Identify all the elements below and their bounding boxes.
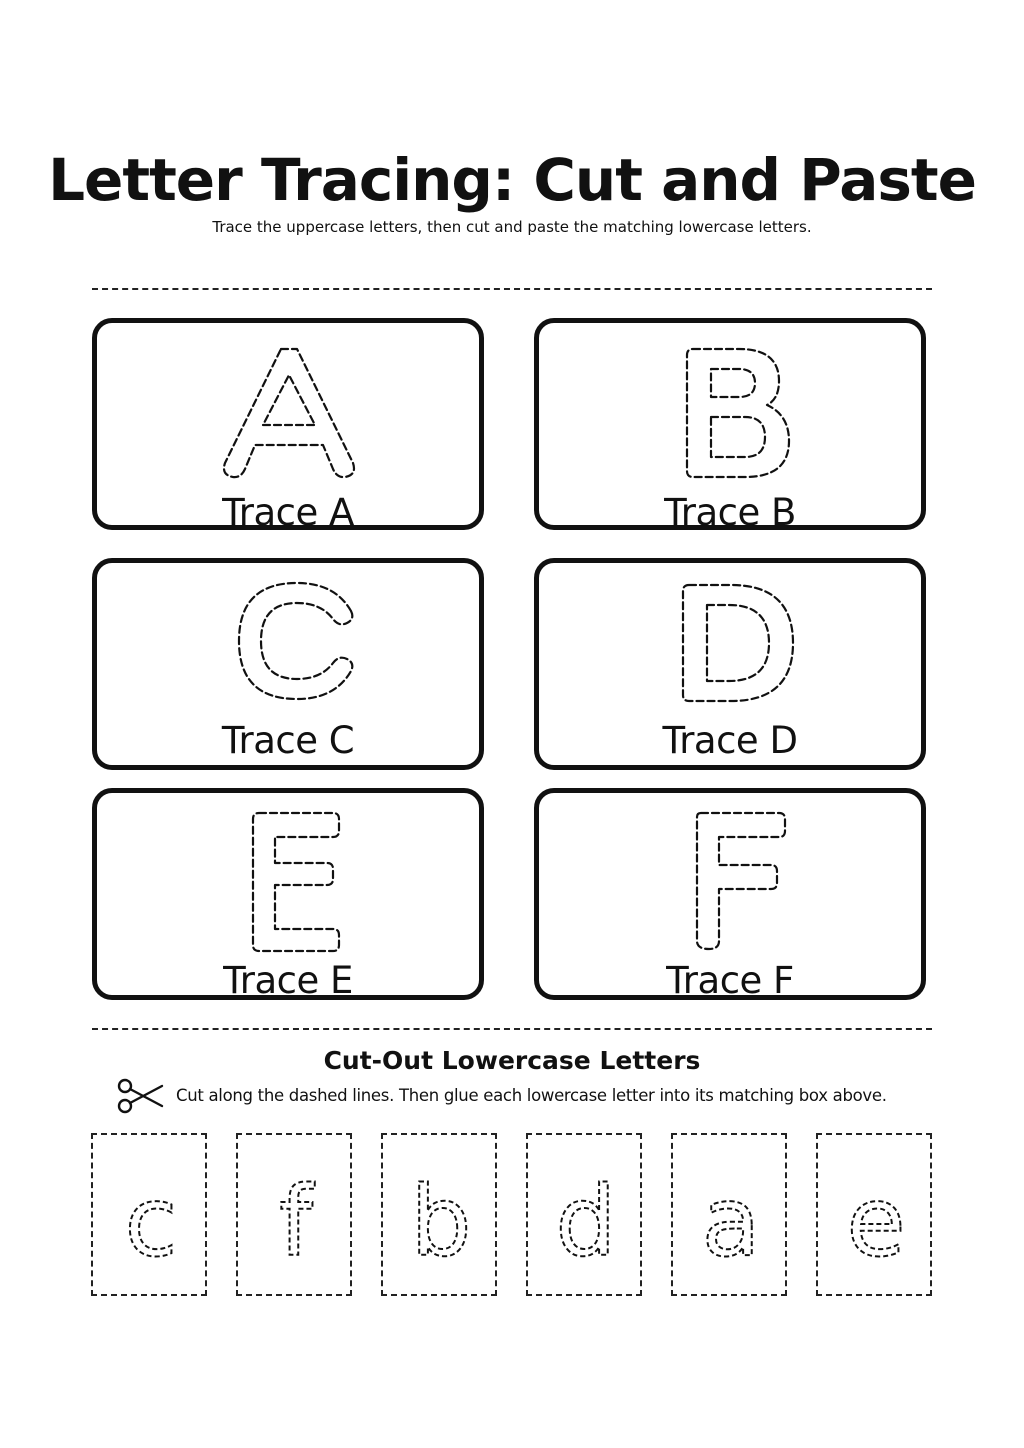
trace-card-e [92,788,484,1000]
trace-card-a [92,318,484,534]
cutout-instruction [116,1078,936,1114]
cutout-card-f[interactable] [236,1133,352,1296]
page-subtitle: Trace the uppercase letters, then cut and paste the matching lowercase letters. [212,218,812,236]
trace-card-c [92,558,484,770]
cutout-instruction-text: Cut along the dashed lines. Then glue each lowercase letter into its matching box above. [176,1086,887,1105]
trace-label-f: Trace F [666,959,794,1002]
svg-text:a: a [701,1166,761,1278]
lowercase-e-outline [818,1135,934,1298]
cutout-section-title: Cut-Out Lowercase Letters [323,1046,701,1075]
svg-text:f: f [279,1166,313,1278]
cutout-card-d[interactable] [526,1133,642,1296]
page-title: Letter Tracing: Cut and Paste [48,146,976,214]
lowercase-d-outline [528,1135,644,1298]
trace-card-d [534,558,926,770]
cutout-card-e[interactable] [816,1133,932,1296]
cutout-card-c[interactable] [91,1133,207,1296]
scissors-icon [116,1078,166,1114]
svg-text:d: d [555,1166,617,1278]
cutout-card-b[interactable] [381,1133,497,1296]
trace-card-b [534,318,926,534]
svg-text:c: c [124,1166,178,1278]
trace-label-c: Trace C [221,719,355,762]
cutout-card-a[interactable] [671,1133,787,1296]
trace-label-e: Trace E [223,959,353,1002]
middle-dashed-divider [92,1028,932,1030]
lowercase-f-outline [238,1135,354,1298]
lowercase-c-outline [93,1135,209,1298]
svg-text:b: b [410,1166,472,1278]
trace-label-a: Trace A [222,491,354,534]
lowercase-a-outline [673,1135,789,1298]
trace-label-b: Trace B [664,491,796,534]
lowercase-b-outline [383,1135,499,1298]
trace-card-f [534,788,926,1000]
top-dashed-divider [92,288,932,290]
svg-text:e: e [846,1166,906,1278]
trace-label-d: Trace D [662,719,798,762]
